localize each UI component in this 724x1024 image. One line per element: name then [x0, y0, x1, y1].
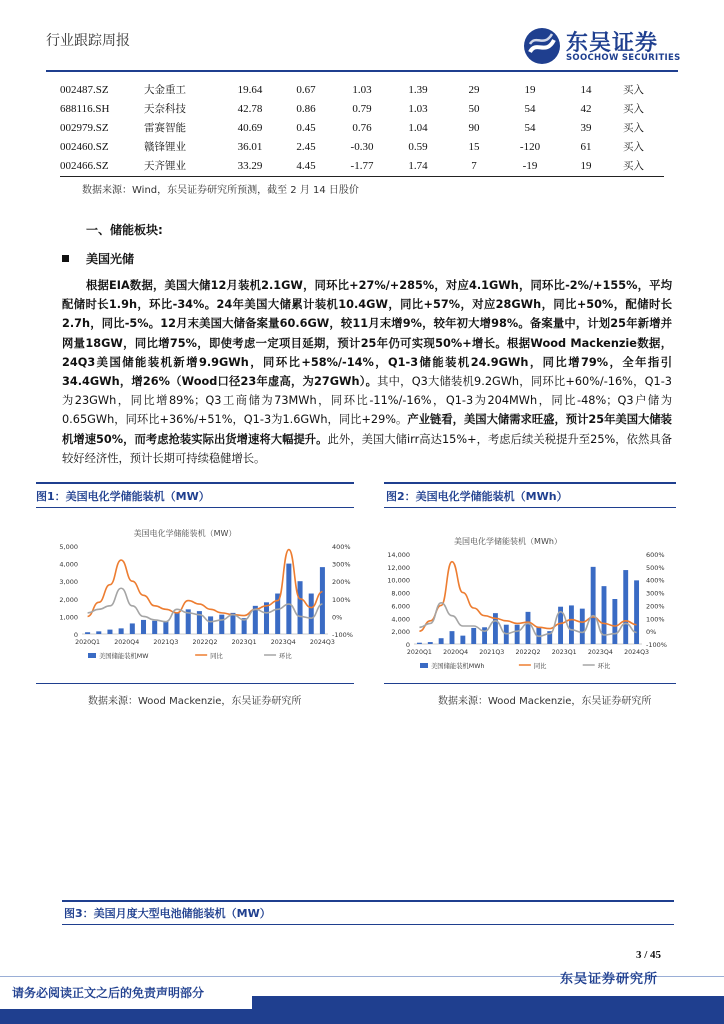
bar: [580, 609, 585, 644]
bar: [417, 643, 422, 644]
table-cell: 买入: [623, 141, 644, 153]
bar: [286, 564, 291, 634]
table-cell: 买入: [623, 160, 644, 172]
logo-cn: 东吴证券: [566, 31, 659, 56]
bar: [569, 605, 574, 644]
report-type: 行业跟踪周报: [46, 33, 130, 49]
legend-label: 美国储能装机MWh: [431, 663, 485, 670]
bar: [119, 628, 124, 634]
table-cell: 雷赛智能: [144, 122, 186, 134]
fig2-sub-rule: [384, 507, 676, 508]
y-right-tick: 400%: [646, 576, 665, 585]
logo-en: SOOCHOW SECURITIES: [566, 53, 681, 63]
bar: [591, 567, 596, 644]
subsection-title: 美国光储: [86, 252, 135, 266]
y-left-tick: 10,000: [387, 576, 410, 585]
table-cell: 买入: [623, 84, 644, 96]
y-right-tick: 100%: [646, 615, 665, 624]
table-cell: 天奈科技: [144, 103, 186, 115]
table-cell: 33.29: [237, 159, 263, 172]
company-logo-icon: [522, 26, 562, 66]
bar: [230, 613, 235, 634]
x-tick: 2021Q3: [153, 639, 179, 646]
table-cell: 0.76: [352, 121, 372, 134]
table-cell: -1.77: [350, 159, 374, 172]
y-left-tick: 3,000: [59, 578, 78, 587]
bar: [85, 632, 90, 634]
legend-label: 环比: [597, 663, 611, 670]
x-tick: 2020Q1: [406, 649, 432, 656]
table-row: [60, 137, 664, 156]
chart-title: 美国电化学储能装机（MW）: [133, 529, 237, 538]
table-cell: 19: [524, 83, 536, 96]
x-tick: 2023Q1: [551, 649, 577, 656]
table-cell: 14: [580, 83, 592, 96]
table-cell: 002979.SZ: [60, 121, 109, 134]
y-right-tick: -100%: [646, 641, 667, 649]
y-left-tick: 2,000: [391, 628, 410, 637]
y-right-tick: 200%: [332, 578, 351, 587]
legend-label: 环比: [279, 653, 292, 660]
y-left-tick: 4,000: [391, 615, 410, 624]
x-tick: 2022Q2: [192, 639, 218, 646]
table-cell: 1.04: [408, 121, 428, 134]
y-left-tick: 8,000: [391, 589, 410, 598]
y-left-tick: 4,000: [59, 560, 78, 569]
page-number: 3 / 45: [636, 949, 662, 961]
table-cell: 42: [580, 102, 592, 115]
table-cell: -120: [519, 140, 541, 153]
y-right-tick: -100%: [332, 631, 353, 639]
table-cell: 买入: [623, 122, 644, 134]
table-cell: 大金重工: [144, 84, 186, 96]
table-cell: 4.45: [296, 159, 316, 172]
bar: [439, 638, 444, 644]
stocks-table: [60, 80, 664, 175]
table-cell: 1.39: [408, 83, 428, 96]
table-cell: 002466.SZ: [60, 159, 109, 172]
legend-label: 同比: [533, 663, 547, 670]
bar: [96, 631, 101, 634]
legend-label: 美国储能装机MW: [99, 653, 149, 660]
fig1-title: 图1：美国电化学储能装机（MW）: [36, 490, 210, 503]
table-row: [60, 156, 664, 175]
table-cell: 50: [468, 102, 480, 115]
table-cell: 19: [580, 159, 592, 172]
table-cell: 002487.SZ: [60, 83, 109, 96]
legend-label: 同比: [210, 653, 223, 660]
table-cell: 0.67: [296, 83, 316, 96]
table-cell: 40.69: [237, 121, 263, 134]
bar: [623, 570, 628, 644]
y-right-tick: 100%: [332, 595, 351, 604]
legend-swatch-bar: [420, 663, 428, 668]
table-cell: 688116.SH: [60, 102, 110, 115]
table-cell: 天齐锂业: [144, 160, 186, 172]
table-cell: -0.30: [350, 140, 374, 153]
y-right-tick: 0%: [332, 613, 343, 622]
table-row: [60, 118, 664, 137]
bar: [298, 581, 303, 634]
y-right-tick: 500%: [646, 563, 665, 572]
fig1-source: 数据来源：Wood Mackenzie，东吴证券研究所: [88, 696, 302, 707]
y-right-tick: 400%: [332, 543, 351, 551]
table-cell: 29: [468, 83, 480, 96]
chart-mw: [46, 524, 356, 674]
table-cell: 赣锋锂业: [144, 141, 186, 153]
x-tick: 2020Q1: [75, 639, 101, 646]
fig1-bottom-rule: [36, 683, 354, 684]
bar: [219, 615, 224, 634]
y-right-tick: 300%: [646, 589, 665, 598]
y-left-tick: 1,000: [59, 613, 78, 622]
table-cell: 0.59: [408, 140, 428, 153]
paragraph-run: 此外，美国大储irr高达15%+，考虑后续关税提升至25%，依然具备较好经济性，预计长期可持续稳健增长。: [62, 432, 673, 465]
bar: [107, 630, 112, 634]
table-cell: 15: [468, 140, 480, 153]
y-right-tick: 600%: [646, 551, 665, 559]
body-paragraph: [62, 276, 672, 468]
fig3-sub-rule: [62, 924, 674, 925]
y-left-tick: 6,000: [391, 602, 410, 611]
table-row: [60, 80, 664, 99]
table-cell: 7: [471, 159, 477, 172]
y-right-tick: 200%: [646, 602, 665, 611]
disclaimer: 请务必阅读正文之后的免责声明部分: [12, 986, 205, 1000]
bar: [450, 631, 455, 644]
y-right-tick: 0%: [646, 628, 657, 637]
bar: [163, 622, 168, 634]
y-left-tick: 14,000: [387, 551, 410, 559]
bar: [208, 616, 213, 634]
x-tick: 2021Q3: [479, 649, 505, 656]
x-tick: 2024Q3: [309, 639, 335, 646]
table-cell: 19.64: [237, 83, 263, 96]
table-bottom-rule: [60, 176, 664, 177]
bar: [515, 625, 520, 644]
table-cell: 61: [580, 140, 592, 153]
fig3-top-rule: [62, 900, 674, 902]
bar: [471, 628, 476, 644]
x-tick: 2020Q4: [114, 639, 140, 646]
fig1-top-rule: [36, 482, 354, 484]
table-cell: 90: [468, 121, 480, 134]
table-cell: -19: [522, 159, 538, 172]
paragraph-run: 根据EIA数据，美国大储12月装机2.1GW，同环比+27%/+285%，对应4.1GWh，同环比-2%/+155%，平均配储时长1.9h，环比-34%。24年美国大储累计装机10.4GW，同比+57%，对应28GWh，同比+50%，配储时长2.7h，同比-5%。12月末美国大储备案量60.6GW，较11月末增9%，较年初大增98%。备案量中，计划25年新增并网量18GW，同比增75%，即使考虑一定项目延期，预计25年仍可实现50%+增长。根据Wood Mackenzie数据，24Q3美国储能装机新增9.9GWh，同环比+58%/-14%，Q1-3储能装机24.9GWh，同比增79%，全年指引34.4GWh，增26%（Wood口径23年虚高，为27GWh）。: [62, 279, 672, 389]
fig3-title: 图3：美国月度大型电池储能装机（MW）: [64, 907, 271, 920]
table-source: 数据来源：Wind，东吴证券研究所预测，截至 2 月 14 日股价: [82, 185, 359, 196]
bullet-icon: [62, 255, 69, 262]
y-left-tick: 12,000: [387, 563, 410, 572]
table-cell: 1.74: [408, 159, 428, 172]
y-right-tick: 300%: [332, 560, 351, 569]
table-cell: 1.03: [352, 83, 372, 96]
bar: [320, 567, 325, 634]
bar: [634, 580, 639, 644]
bar: [141, 620, 146, 634]
bar: [460, 636, 465, 644]
bar: [264, 602, 269, 634]
institute-name: 东吴证券研究所: [560, 972, 659, 987]
paragraph-run: 其中，Q3大储装机9.2GWh，同环比+60%/-16%，Q1-3为23GWh，同比增89%；Q3工商储为73MWh，同环比-11%/-16%，Q1-3为204MWh，同比-48%；Q3户储为0.65GWh，同环比+36%/+51%，Q1-3为1.6GWh，同比+29%。: [62, 375, 672, 427]
fig1-sub-rule: [36, 507, 354, 508]
table-cell: 54: [524, 102, 536, 115]
x-tick: 2023Q4: [270, 639, 296, 646]
fig2-source: 数据来源：Wood Mackenzie，东吴证券研究所: [438, 696, 652, 707]
fig2-title: 图2：美国电化学储能装机（MWh）: [386, 490, 568, 503]
table-cell: 36.01: [237, 140, 263, 153]
bar: [428, 642, 433, 644]
bar: [152, 621, 157, 634]
table-cell: 买入: [623, 103, 644, 115]
x-tick: 2023Q1: [231, 639, 257, 646]
fig2-top-rule: [384, 482, 676, 484]
y-left-tick: 5,000: [59, 543, 78, 551]
y-left-tick: 2,000: [59, 595, 78, 604]
x-tick: 2023Q4: [587, 649, 613, 656]
bar: [130, 623, 135, 634]
table-cell: 002460.SZ: [60, 140, 109, 153]
legend-swatch-bar: [88, 653, 96, 658]
table-cell: 0.45: [296, 121, 316, 134]
x-tick: 2020Q4: [443, 649, 469, 656]
table-row: [60, 99, 664, 118]
table-cell: 0.79: [352, 102, 372, 115]
chart-mwh: [384, 526, 676, 676]
x-tick: 2024Q3: [624, 649, 650, 656]
section-title: 一、储能板块:: [86, 223, 163, 237]
bar: [175, 613, 180, 634]
table-cell: 2.45: [296, 140, 316, 153]
bar: [612, 599, 617, 644]
header-divider: [46, 70, 678, 72]
bar: [526, 612, 531, 644]
table-cell: 42.78: [237, 102, 263, 115]
chart-title: 美国电化学储能装机（MWh）: [454, 537, 562, 546]
y-left-tick: 0: [73, 631, 78, 639]
table-cell: 54: [524, 121, 536, 134]
y-left-tick: 0: [405, 641, 410, 649]
fig2-bottom-rule: [384, 683, 676, 684]
paragraph-run: 产业链看，美国大储需求旺盛，预计25年美国大储装机增速50%，而考虑抢装实际出货增速将大幅提升。: [62, 413, 672, 446]
table-cell: 1.03: [408, 102, 428, 115]
table-cell: 0.86: [296, 102, 316, 115]
x-tick: 2022Q2: [515, 649, 541, 656]
table-cell: 39: [580, 121, 592, 134]
bar: [309, 594, 314, 634]
